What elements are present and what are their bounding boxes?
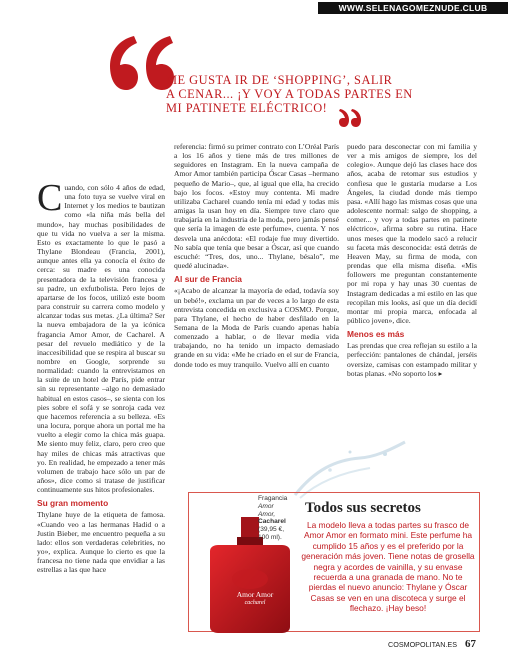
article-paragraph: uando, con sólo 4 años de edad, una foto tuya se vuelve viral en Internet y los medios te bautizan como «la niña más bella del mundo», hay muchas posibilidades de que tu vida no vuelva a ser la misma. Esto es exactamente lo que le pasó a Thylane Blondeau (Francia, 2001), aunque antes ella ya conocía el éxito de cerca: su madre es una conocida presentadora de la televisión francesa y su padre, un exfutbolista. Pero lejos de apartarse de los focos, utilizó este boom para construir su carrera como modelo y alcanzar todas sus metas. ¿La última? Ser la nueva embajadora de la ya icónica fragancia Amor Amor, de Cacharel. A pesar del revuelo mediático y de la inaccesibilidad que se respira al buscar su nombre en Google, sorprende su normalidad: cuando la entrevistamos en la suite de un hotel de París, pide entrar sin su representante –algo no demasiado habitual en estos casos–, se sienta con los pies sobre el sofá y se sonroja cada vez que hacemos referencia a su belleza. «Es una locura, porque ahora un portal me ha vuelto a elegir como la chica más guapa. Me siento muy feliz, claro, pero creo que hay miles de chicas más atractivas que yo. En realidad, he empezado a tener más volumen de trabajo hace sólo un par de años», dice como si tratase de justificar continuamente sus hitos profesionales.: [37, 183, 165, 495]
article-paragraph: «¡Acabo de alcanzar la mayoría de edad, todavía soy un bebé!», exclama un par de veces a lo largo de esta entrevista concedida en exclusiva a COSMO. Porque, para Thylane, el hecho de haber desfilado en la Semana de la Moda de París cuando apenas había comenzado a hablar, o de llevar media vida trabajando, no ha tenido un impacto demasiado grande en su vida: «Me he criado en el sur de Francia, donde todo es muy tranquilo. Vuelvo allí en cuanto: [174, 286, 339, 369]
box-title: Todos sus secretos: [305, 500, 421, 516]
product-label-line: Fragancia: [258, 495, 288, 502]
bottle-brand-text: Amor Amor: [236, 590, 274, 599]
product-label-line: Amor,: [258, 510, 276, 518]
article-paragraph: Thylane huye de la etiqueta de famosa. «Cuando veo a las hermanas Hadid o a Justin Bieber, me encuentro pequeña a su lado: ellos son verdaderas celebrities, no yo», explica. Aunque lo cierto es que la francesa no tiene nada que envidiar a las estrellas a las que hace: [37, 510, 165, 575]
subheading: Su gran momento: [37, 498, 109, 509]
page-number: 67: [465, 638, 476, 650]
box-text: La modelo lleva a todas partes su frasco de Amor Amor en formato mini. Este perfume ha cumplido 15 años y es el preferido por la generación más joven. Tiene notas de grosella negra y acordes de vainilla, y su envase recuerda a una granada de mano. No te pierdas el nuevo anuncio: Thylane y Óscar Casas se ven en una discoteca y surge el flechazo. ¡Hay beso!: [301, 520, 475, 614]
page-footer: [388, 638, 476, 650]
article-paragraph: puedo para desconectar con mi familia y ver a mis amigos de siempre, los del colegio». Aunque dejó las clases hace dos años, acaba de retomar sus estudios y confiesa que le gustaría mudarse a Los Ángeles, la ciudad donde más tiempo pasa. «Allí hago las mismas cosas que una adolescente normal: salgo de shopping, a comer... y voy a todas partes en patinete eléctrico», afirma sobre su rutina. Hace unos meses que la modelo sacó a relucir su faceta más desconocida: está detrás de Heaven May, su firma de moda, con prendas que ella misma diseña. «Mis followers me preguntan constantemente por mi ropa y hay unas 30 cuentas de Instagram dedicadas a mi estilo en las que recopilan mis looks, así que un día decidí montar mi propia marca, enfocada al público joven», dice.: [347, 142, 477, 325]
water-splash-image: [290, 440, 410, 500]
article-column-3: [347, 142, 477, 378]
pull-quote-line: ME GUSTA IR DE ‘SHOPPING’, SALIR: [166, 73, 393, 87]
product-label-line: Amor: [258, 502, 274, 510]
drop-cap: C: [37, 177, 63, 219]
article-paragraph: Las prendas que crea reflejan su estilo a la perfección: pantalones de chándal, jerséis oversize, camisas con estampado militar y botas planas. «No soporto los ▸: [347, 341, 477, 378]
article-paragraph: referencia: firmó su primer contrato con L’Oréal París a los 16 años y tiene más de tres millones de seguidores en Instagram. En la nueva campaña de Amor Amor también participa Óscar Casas –hermano pequeño de Mario–, que, al igual que ella, ha crecido bajo los focos. «Estoy muy contenta. Mi madre utilizaba Cacharel cuando tenía mi edad y todas mis amigas la usan hoy en día. Siempre tuve claro que trabajaría en la industria de la moda, pero jamás pensé que sería la imagen de este perfume», cuenta. Y nos desvela una anécdota: «El rodaje fue muy divertido. No sabía que tenía que besar a Óscar, así que cuando escuché: “Tres, dos, uno... Thylane, bésalo”, me quedé alucinada».: [174, 142, 339, 271]
article-column-2: [174, 142, 339, 369]
pull-quote: [166, 73, 466, 115]
product-label-line: 100 ml).: [258, 533, 282, 541]
magazine-name: COSMOPOLITAN.ES: [388, 640, 457, 649]
product-label-line: Cacharel: [258, 518, 286, 526]
product-label-line: (39,95 €,: [258, 526, 285, 534]
subheading: Al sur de Francia: [174, 274, 242, 285]
product-label: [258, 495, 287, 542]
bottle-brand-text: cacharel: [244, 600, 266, 606]
watermark: WWW.SELENAGOMEZNUDE.CLUB: [318, 2, 508, 14]
pull-quote-line: MI PATINETE ELÉCTRICO!: [166, 101, 328, 115]
article-column-1: [37, 177, 165, 575]
subheading: Menos es más: [347, 329, 405, 340]
pull-quote-line: A CENAR... ¡Y VOY A TODAS PARTES EN: [166, 87, 413, 101]
